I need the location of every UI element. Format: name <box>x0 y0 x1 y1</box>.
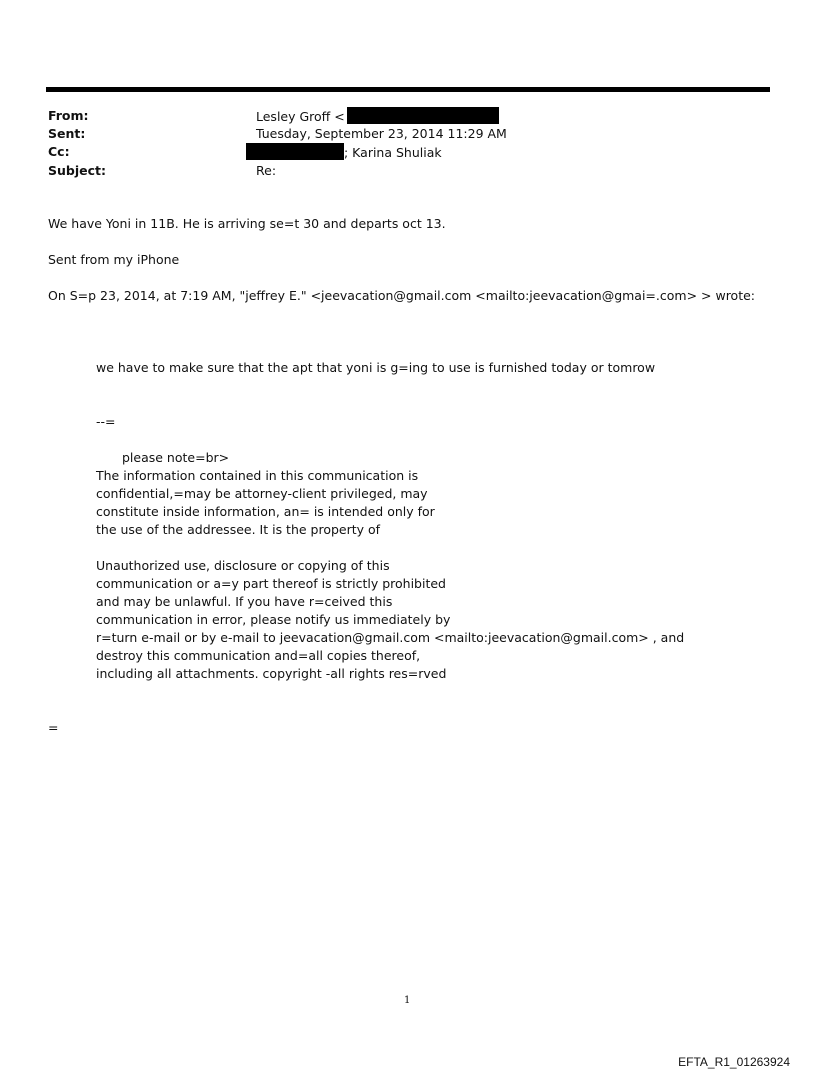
subject-label: Subject: <box>48 163 106 178</box>
disclaimer-line: confidential,=may be attorney-client privileged, may <box>96 486 428 501</box>
from-name: Lesley Groff < <box>256 109 345 124</box>
header-rule <box>46 87 770 92</box>
disclaimer-line: constitute inside information, an= is intended only for <box>96 504 435 519</box>
disclaimer-line: and may be unlawful. If you have r=ceived this <box>96 594 393 609</box>
cc-recipients: ; Karina Shuliak <box>344 145 442 160</box>
disclaimer-line: the use of the addressee. It is the property of <box>96 522 381 537</box>
cc-label: Cc: <box>48 144 70 159</box>
sent-label: Sent: <box>48 126 86 141</box>
quoted-line-1: we have to make sure that the apt that yoni is g=ing to use is furnished today or tomrow <box>96 360 656 375</box>
bates-number: EFTA_R1_01263924 <box>678 1055 790 1069</box>
redaction-box <box>246 143 344 160</box>
page-number: 1 <box>404 995 411 1006</box>
disclaimer-line: r=turn e-mail or by e-mail to jeevacation@gmail.com <mailto:jeevacation@gmail.com> , and <box>96 630 685 645</box>
disclaimer-line: The information contained in this communication is <box>96 468 419 483</box>
disclaimer-line: destroy this communication and=all copies thereof, <box>96 648 421 663</box>
from-label: From: <box>48 108 89 123</box>
disclaimer-line: including all attachments. copyright -all rights res=rved <box>96 666 447 681</box>
quoted-note: please note=br> <box>122 450 230 465</box>
subject-value: Re: <box>256 163 277 178</box>
body-quote-header: On S=p 23, 2014, at 7:19 AM, "jeffrey E." <jeevacation@gmail.com <mailto:jeevacation@gmai=.com> > wrote: <box>48 288 756 303</box>
body-line-1: We have Yoni in 11B. He is arriving se=t 30 and departs oct 13. <box>48 216 446 231</box>
redaction-box <box>347 107 499 124</box>
from-value <box>256 107 499 126</box>
quoted-separator: --= <box>96 414 116 429</box>
trailer-mark: = <box>48 720 59 735</box>
disclaimer-line: communication or a=y part thereof is strictly prohibited <box>96 576 446 591</box>
cc-value <box>246 143 442 162</box>
sent-value: Tuesday, September 23, 2014 11:29 AM <box>256 126 507 141</box>
body-signature: Sent from my iPhone <box>48 252 180 267</box>
disclaimer-line: communication in error, please notify us immediately by <box>96 612 451 627</box>
disclaimer-line: Unauthorized use, disclosure or copying of this <box>96 558 390 573</box>
